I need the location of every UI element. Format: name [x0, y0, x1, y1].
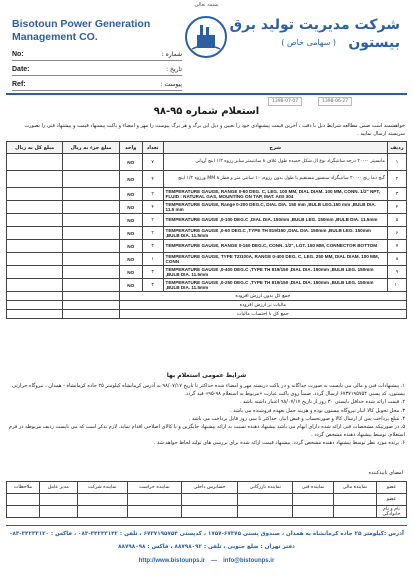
table-row	[7, 253, 407, 266]
terms-item: ۲. قیمت ارائه شده حداقل بایستی ۳۰ روز از تاریخ ۹۸/۰۷/۱۷ اعتبار داشته باشد .	[239, 399, 405, 406]
signature-header-cell: نماینده فنی	[293, 482, 333, 494]
col-qty: تعداد	[142, 142, 163, 154]
row-qty: ۳	[142, 266, 163, 279]
row-qty: ۲	[142, 227, 163, 240]
table-row	[7, 266, 407, 279]
signature-header-cell: حسابرس داخلی	[181, 482, 237, 494]
row-qty: ۳	[142, 240, 163, 253]
terms-item: ۳. محل تحویل کالا انبار نیروگاه بیستون بوده و هزینه حمل بعهده فروشنده می باشد .	[230, 407, 405, 414]
row-qty: ۳	[142, 279, 163, 292]
signature-header-row	[7, 482, 407, 494]
row-unit-price	[63, 279, 119, 292]
row-description: TEMPERATURE GAUGE, RANGE 0-160 DEG.C, CONN. 1/2", LGT. 150 MM, CONNECTOR BOTTOM	[163, 240, 387, 253]
table-row	[7, 227, 407, 240]
signature-header-cell: نماینده مالی	[333, 482, 376, 494]
row-number: ۱	[387, 154, 406, 171]
row-qty: ۷	[142, 154, 163, 171]
date-stamp-1: 1398-06-27	[318, 97, 352, 106]
signature-cell	[238, 494, 293, 506]
row-number: ۸	[387, 253, 406, 266]
row-number: ۳	[387, 188, 406, 201]
terms-list	[8, 382, 405, 448]
signature-side-label: عضو	[377, 494, 407, 506]
footer-divider	[6, 525, 407, 526]
footer-cell	[63, 301, 119, 310]
signature-row	[7, 506, 407, 518]
row-unit: NO	[119, 171, 142, 188]
document-title: استعلام شماره ۹۵-۹۸	[153, 106, 260, 117]
row-unit-price	[63, 266, 119, 279]
row-unit: NO	[119, 201, 142, 214]
col-row: ردیف	[387, 142, 406, 154]
table-row	[7, 214, 407, 227]
row-total-price	[7, 227, 63, 240]
row-total-price	[7, 154, 63, 171]
meta-no	[12, 48, 182, 61]
row-number: ۵	[387, 214, 406, 227]
table-row	[7, 188, 407, 201]
terms-item: ۵. در صورتیکه مشخصات فنی ارائه شده دارای ابهام می باشد پیشنهاد دهنده نسبت به ارائه پیشنهاد جایگزین و یا کالای اصلاحی اقدام نماید. لازم بذکر است که می بایست ردیف مربوطه در فرم استعلام، توسط پیشنهاد دهنده مشخص گردد .	[9, 424, 405, 439]
row-qty: ۴	[142, 171, 163, 188]
signature-header-cell: مدیر عامل	[39, 482, 77, 494]
row-total-price	[7, 266, 63, 279]
terms-item: ۶. برنده مورد نظر توسط پیشنهاد دهنده مشخص گردد. پیشنهاد قیمت ارائه شده برای بررسی های تولید لحاظ خواهد شد .	[153, 440, 405, 447]
table-footer-row	[7, 310, 407, 319]
row-unit: NO	[119, 154, 142, 171]
table-row	[7, 279, 407, 292]
top-basmala: بسمه تعالی	[194, 2, 219, 8]
row-number: ۹	[387, 266, 406, 279]
signature-cell	[128, 494, 182, 506]
signature-cell	[77, 494, 127, 506]
row-description: مانسیتر ۰-۲۰۰ درجه سانتیگراد نوع ال شکل خمیده طول غلاف ۸ سانتیمتر سایز رزوه ۱/۲ اینچ آرپانی	[163, 154, 387, 171]
meta-date	[12, 63, 182, 76]
row-description: TEMPERATURE GAUGE ,0-60 DEG.C ,TYPE TH 819/150 ,DIAL DIA. 150mm ,BULB LEG. 150mm ,BULB DIA. 11.5mm	[163, 227, 387, 240]
intro-paragraph: خواهشمند است ضمن مطالعه شرایط ذیل با دقت ، آخرین قیمت پیشنهادی خود را تعیین و ذیل این برگ و هر برگ پیوست را مهر و امضاء و پاکت پیشنهاد قیمت و پیشنهاد فنی را بصورت سربسته ارسال نمایید .	[24, 123, 405, 137]
signature-cell	[128, 506, 182, 518]
letter-meta	[12, 48, 182, 93]
company-name-en	[12, 18, 162, 44]
row-unit-price	[63, 240, 119, 253]
row-number: ۲	[387, 171, 406, 188]
row-description: TEMPERATURE GAUGE, RANGE 0-60 DEG. C, LEG. 100 MM, DIAL DIAM. 100 MM, CONN. 1/2" NPT, FLUID : NATURAL GAS, MOUNTING ON TAP, MAT. AISI 304	[163, 188, 387, 201]
footer-cell	[63, 292, 119, 301]
signature-cell	[7, 494, 40, 506]
terms-item: ۴. مبلغ پرداخت پس از ارسال کالا و صورتحساب و قبض انبار، حداکثر تا سی روز قابل پرداخت می باشد .	[188, 415, 405, 422]
company-type-fa: ( سهامی خاص )	[281, 38, 336, 47]
col-total-price: مبلغ کل به ریال	[7, 142, 63, 154]
row-number: ۱۰	[387, 279, 406, 292]
row-total-price	[7, 240, 63, 253]
signature-table	[6, 481, 407, 518]
row-unit: NO	[119, 279, 142, 292]
row-unit-price	[63, 171, 119, 188]
row-total-price	[7, 171, 63, 188]
web-contact: http://www.bistounps.ir — info@bistounps.ir	[138, 558, 275, 564]
signature-cell	[293, 494, 333, 506]
row-unit: NO	[119, 266, 142, 279]
footer-cell	[7, 301, 63, 310]
email-link[interactable]: info@bistounps.ir	[223, 558, 275, 564]
row-unit: NO	[119, 253, 142, 266]
date-label-fa: تاریخ :	[166, 65, 182, 73]
row-qty: ۱	[142, 253, 163, 266]
signature-cell	[39, 506, 77, 518]
company-name-en-line2: Management CO.	[12, 31, 98, 43]
table-footer-row	[7, 301, 407, 310]
address-line-1: آدرس :کیلومتر ۲۵ جاده کرمانشاه به همدان ، صندوق پستی ۶۷۳۷۵-۱۷۵۷ ، کدپستی ۶۷۳۷۱۹۵۷۵۴ ، تلفن : ۳۴۲۳۳۱۴۲-۰۸۳ ، فاکس : ۳۴۲۳۳۱۲۰-۰۸۳	[9, 531, 404, 537]
table-header-row	[7, 142, 407, 154]
signature-cell	[238, 506, 293, 518]
website-link[interactable]: http://www.bistounps.ir	[138, 558, 206, 564]
table-footer-row	[7, 292, 407, 301]
signature-cell	[7, 506, 40, 518]
row-total-price	[7, 201, 63, 214]
signature-side-label: نام و نام خانوادگی	[377, 506, 407, 518]
row-number: ۶	[387, 227, 406, 240]
row-description: گیج دما رنج ۰-۲۰۰ سانتیگراد سنسور مستقیم با طول بدون رزوه، ۱۰ سانتی متر و قطر MM ۸ ورزوه ۱/۲ اینچ	[163, 171, 387, 188]
row-total-price	[7, 253, 63, 266]
row-description: TEMPERATURE GAUGE ,0-400 DEG.C ,TYPE TH 819/150 ,DIAL DIA. 150mm ,BULB LEG. 150mm ,BULB DIA. 11.5mm	[163, 266, 387, 279]
signature-cell	[39, 494, 77, 506]
signature-row	[7, 494, 407, 506]
footer-cell	[7, 310, 63, 319]
row-qty: ۲	[142, 214, 163, 227]
col-unit: واحد	[119, 142, 142, 154]
signature-notes-header: ملاحظات	[7, 482, 40, 494]
signature-header-cell: نماینده شرکت	[77, 482, 127, 494]
signature-cell	[181, 494, 237, 506]
footer-cell	[63, 310, 119, 319]
table-row	[7, 201, 407, 214]
row-description: TEMPERATURE GAUGE, Range 0-200 DEG.C, DIAL DIA. 150 mm ,BULB LEG.150 mm ,BULB DIA. 11.5 mm	[163, 201, 387, 214]
signature-cell	[333, 506, 376, 518]
row-description: TEMPERATURE GAUGE, TYPE TZI100A, RANGE 0-400 DEG. C, LEG. 250 MM, DIAL DIAM. 100 MM, CONN	[163, 253, 387, 266]
row-unit-price	[63, 201, 119, 214]
meta-ref	[12, 78, 182, 91]
signature-label: امضای تاییدکننده	[368, 470, 403, 476]
row-description: TEMPERATURE GAUGE ,0-100 DEG.C ,DIAL DIA. 150mm ,BULB LEG. 150mm ,BULB DIA. 11.5mm	[163, 214, 387, 227]
row-qty: ۲	[142, 188, 163, 201]
row-unit-price	[63, 154, 119, 171]
letterhead	[6, 10, 406, 90]
row-total-price	[7, 214, 63, 227]
footer-cell	[7, 292, 63, 301]
footer-total-label: جمع کل بدون ارزش افزوده	[119, 292, 406, 301]
company-name-fa: شرکت مدیریت تولید برق بیستون	[229, 17, 400, 51]
row-number: ۷	[387, 240, 406, 253]
terms-item: ۱. پیشنهادات فنی و مالی می بایست به صورت جداگانه و در پاکت دربسته مهر و امضاء شده حداکثر تا تاریخ ۹۸/۰۷/۱۷ به آدرس کرمانشاه کیلومتر ۲۵ جاده کرمانشاه - همدان ، نیروگاه حرارتی بیستون، کد پستی ۶۷۳۷۱۹۵۷۵۴ ارسال گردد. ضمناً روی پاکت عبارت «مربوط به استعلام ۹۸-۹۵» قید گردد.	[12, 383, 405, 398]
footer-vat-label: مالیات بر ارزش افزوده	[119, 301, 406, 310]
signature-cell	[333, 494, 376, 506]
row-unit: NO	[119, 188, 142, 201]
ref-label-en: Ref:	[12, 80, 26, 88]
row-qty: ۴	[142, 201, 163, 214]
row-unit: NO	[119, 214, 142, 227]
date-stamp-2: 1398-07-07	[268, 97, 302, 106]
row-description: TEMPERATURE GAUGE ,0-250 DEG.C ,TYPE TH 819/150 ,DIAL DIA. 150mm ,BULB LEG. 150mm ,BULB DIA. 11.5mm	[163, 279, 387, 292]
address-line-2: دفتر تهران : ضلع جنوبی ، تلفن : ۸۸۷۹۸۰۹۲ ، فاکس : ۸۸۷۹۸۰۹۸	[118, 544, 295, 550]
row-unit-price	[63, 188, 119, 201]
ref-label-fa: پیوست :	[160, 80, 182, 88]
signature-cell	[293, 506, 333, 518]
table-body	[7, 154, 407, 292]
signature-cell	[77, 506, 127, 518]
signature-header-cell: عضو	[377, 482, 407, 494]
signature-header-cell: نماینده حراست	[128, 482, 182, 494]
row-total-price	[7, 279, 63, 292]
table-row	[7, 240, 407, 253]
terms-title: شرایط عمومی استعلام بها	[166, 372, 247, 379]
table-row	[7, 171, 407, 188]
footer-grand-label: جمع کل با احتساب مالیات	[119, 310, 406, 319]
signature-header-cell: نماینده بازرگانی	[238, 482, 293, 494]
table-row	[7, 154, 407, 171]
row-unit-price	[63, 253, 119, 266]
row-unit: NO	[119, 227, 142, 240]
items-table	[6, 141, 407, 319]
row-unit-price	[63, 214, 119, 227]
row-number: ۴	[387, 201, 406, 214]
col-unit-price: مبلغ جزء به ریال	[63, 142, 119, 154]
row-unit-price	[63, 227, 119, 240]
signature-cell	[181, 506, 237, 518]
row-unit: NO	[119, 240, 142, 253]
col-desc: شرح	[163, 142, 387, 154]
no-label-en: No:	[12, 50, 24, 58]
header-divider	[6, 93, 407, 95]
date-label-en: Date:	[12, 65, 30, 73]
company-name-en-line1: Bisotoun Power Generation	[12, 18, 151, 30]
row-total-price	[7, 188, 63, 201]
no-label-fa: شماره :	[161, 50, 182, 58]
